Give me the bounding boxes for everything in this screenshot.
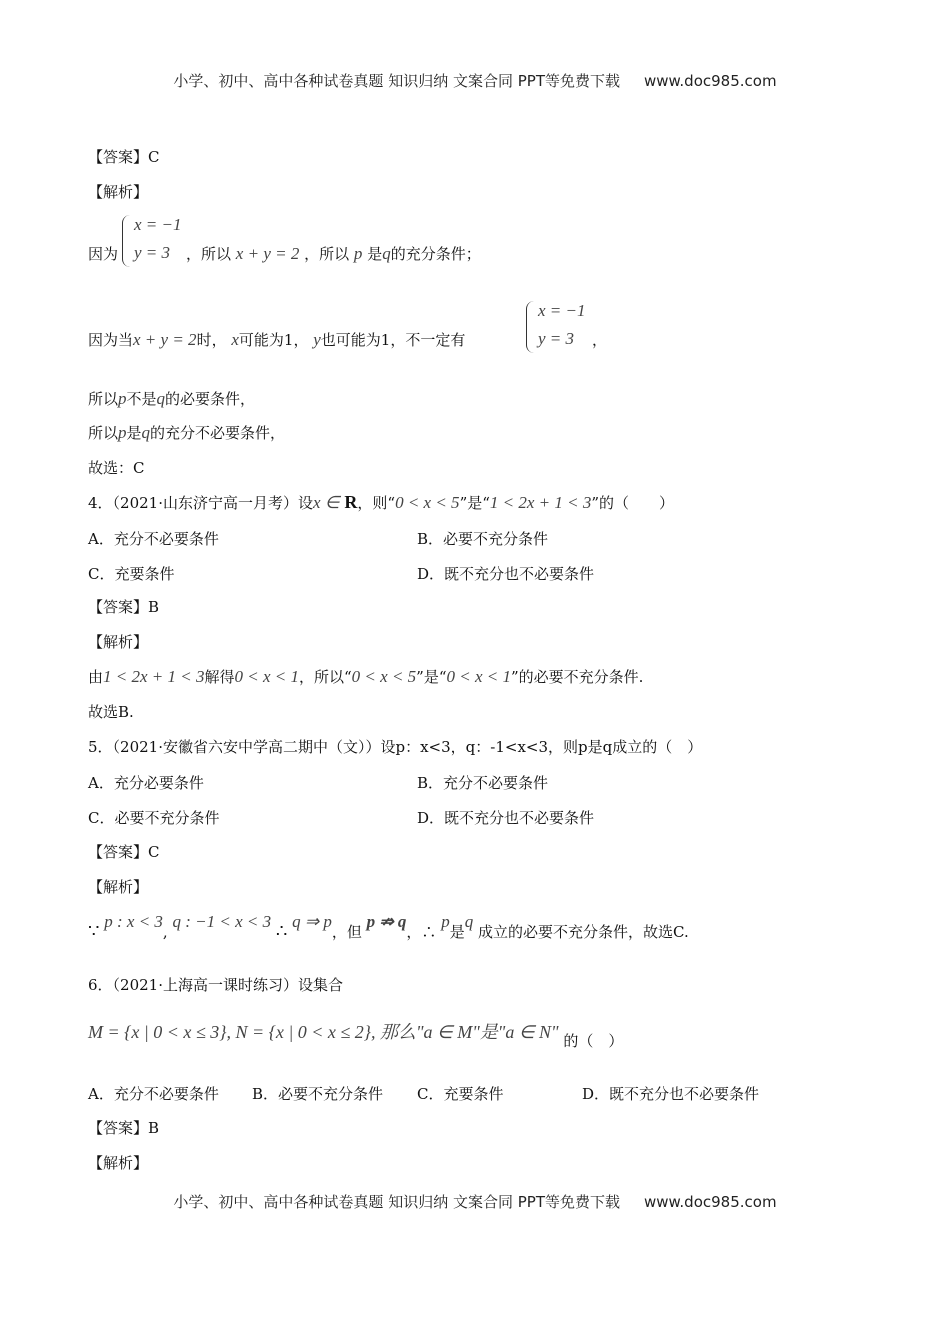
q5-sol-q2: q — [464, 912, 474, 931]
q6-sets-line — [88, 1022, 624, 1050]
q3-l2-pre: 因为当 — [88, 331, 134, 349]
q4-sol-c1: 0 < x < 5 — [351, 667, 417, 686]
q4-option-c: C．充要条件 — [88, 565, 175, 583]
therefore-icon: ∴ — [275, 921, 288, 942]
q3-l2-may1: 可能为1， — [238, 331, 309, 349]
q4-answer: 【答案】B — [88, 598, 160, 616]
q3-l3-pre: 所以 — [88, 390, 119, 408]
q4-solution — [88, 667, 643, 687]
q5-option-d: D．既不充分也不必要条件 — [417, 809, 595, 827]
q3-l2-may2: 也可能为1，不一定有 — [320, 331, 466, 349]
q4-sol-ineq: 1 < 2x + 1 < 3 — [103, 667, 205, 686]
q3-l2-eq: x + y = 2 — [133, 330, 197, 349]
q5-sol-p: p : x < 3 — [104, 912, 163, 931]
q4-option-d: D．既不充分也不必要条件 — [417, 565, 595, 583]
q3-l4-q: q — [141, 423, 151, 442]
q3-l3-q: q — [156, 389, 166, 408]
q5-sol-notimp: p ⇏ q — [366, 912, 407, 931]
q4-stem-pre: 4．（2021·山东济宁高一月考）设 — [88, 494, 313, 512]
q3-l1-eq: x + y = 2 — [235, 244, 300, 263]
q5-sol-p2: p — [441, 912, 450, 931]
page-footer — [0, 1191, 950, 1212]
q5-option-c: C．必要不充分条件 — [88, 809, 220, 827]
q4-sol-is: ”是“ — [416, 668, 447, 686]
q5-sol-is: 是 — [449, 923, 465, 941]
q5-solution: ∵ p : x < 3, q : −1 < x < 3 ∴ q ⇒ p，但 p ⇏ q，∴ p是q 成立的必要不充分条件，故选C. — [88, 912, 689, 942]
q3-l1-so2: ，所以 — [304, 245, 350, 263]
q4-sol-tail: ”的必要不充分条件. — [511, 668, 644, 686]
q3-l1-tail: 的充分条件； — [390, 245, 481, 263]
q3-l2-when: 时， — [196, 331, 227, 349]
q3-l1-q: q — [382, 244, 391, 263]
q4-stem-tail: ”的（ ） — [591, 494, 675, 512]
q4-stem-R: R — [344, 492, 358, 512]
q5-sol-therefore2: ，∴ — [406, 923, 437, 941]
brace-icon — [122, 215, 131, 267]
q6-analysis-label: 【解析】 — [88, 1154, 149, 1172]
q3-sys2-row1: x = −1 — [538, 301, 586, 320]
q4-sol-get: 解得 — [204, 668, 235, 686]
q3-solution-line2 — [88, 330, 465, 350]
q3-solution-line4 — [88, 423, 285, 443]
q3-choose: 故选：C — [88, 459, 145, 477]
q6-option-a: A．充分不必要条件 — [88, 1085, 219, 1103]
q6-sets-tail: 的（ ） — [563, 1032, 624, 1050]
q3-analysis-label: 【解析】 — [88, 183, 149, 201]
q4-sol-c2: 0 < x < 1 — [446, 667, 512, 686]
q4-stem-x: x ∈ — [313, 493, 340, 512]
brace-icon — [526, 301, 535, 353]
q4-choose: 故选B. — [88, 703, 134, 721]
q3-answer: 【答案】C — [88, 148, 160, 166]
q4-sol-res: 0 < x < 1 — [234, 667, 299, 686]
q3-l2-tail: ， — [592, 331, 608, 349]
q5-option-b: B．充分不必要条件 — [417, 774, 549, 792]
q3-sys1-row1: x = −1 — [134, 215, 182, 234]
q3-l1-so: ，所以 — [186, 245, 232, 263]
q3-sys2-row2: y = 3 — [538, 329, 575, 348]
q5-analysis-label: 【解析】 — [88, 878, 149, 896]
q4-sol-so: ，所以“ — [299, 668, 352, 686]
footer-site-link[interactable]: www.doc985.com — [643, 1193, 777, 1211]
q3-solution-line1 — [88, 244, 118, 264]
q6-option-d: D．既不充分也不必要条件 — [582, 1085, 760, 1103]
q3-l4-pre: 所以 — [88, 424, 119, 442]
q5-option-a: A．充分必要条件 — [88, 774, 204, 792]
q4-stem-mid2: ”是“ — [459, 494, 490, 512]
because-icon: ∵ — [88, 921, 100, 942]
q6-answer: 【答案】B — [88, 1119, 160, 1137]
q3-l1-p: p — [353, 244, 363, 263]
q3-l1-because: 因为 — [88, 245, 119, 263]
q4-option-b: B．必要不充分条件 — [417, 530, 549, 548]
q4-sol-pre: 由 — [88, 668, 104, 686]
q3-l4-p: p — [118, 423, 127, 442]
footer-text: 小学、初中、高中各种试卷真题 知识归纳 文案合同 PPT等免费下载 — [173, 1193, 620, 1211]
q3-l3-tail: 的必要条件， — [165, 390, 256, 408]
q6-option-b: B．必要不充分条件 — [252, 1085, 384, 1103]
q4-stem — [88, 492, 674, 513]
q3-l3-p: p — [118, 389, 127, 408]
q5-sol-imp: q ⇒ p — [292, 912, 332, 931]
q3-solution-line3 — [88, 389, 255, 409]
q6-stem: 6．（2021·上海高一课时练习）设集合 — [88, 976, 343, 994]
q4-analysis-label: 【解析】 — [88, 633, 149, 651]
q3-l2-x: x — [231, 330, 239, 349]
q3-l1-is: 是 — [367, 245, 383, 263]
q5-answer: 【答案】C — [88, 843, 160, 861]
q4-stem-c2: 1 < 2x + 1 < 3 — [489, 493, 592, 512]
q3-l3-mid: 不是 — [126, 390, 157, 408]
q3-l4-tail: 的充分不必要条件， — [150, 424, 286, 442]
q3-l2-y: y — [313, 330, 321, 349]
q6-sets: M = {x | 0 < x ≤ 3}, N = {x | 0 < x ≤ 2}, 那么"a ∈ M"是"a ∈ N" — [88, 1022, 559, 1042]
q3-sys1-row2: y = 3 — [134, 243, 171, 262]
header-site-link[interactable]: www.doc985.com — [643, 72, 777, 90]
page-header — [0, 70, 950, 91]
q4-stem-mid: ，则“ — [357, 494, 396, 512]
q3-solution-line1-rest — [186, 244, 481, 264]
q5-sol-tail: 成立的必要不充分条件，故选C. — [478, 923, 689, 941]
q5-sol-q: q : −1 < x < 3 — [172, 912, 272, 931]
header-text: 小学、初中、高中各种试卷真题 知识归纳 文案合同 PPT等免费下载 — [173, 72, 620, 90]
q5-sol-but: ，但 — [331, 923, 362, 941]
q4-stem-c1: 0 < x < 5 — [395, 493, 460, 512]
q6-option-c: C．充要条件 — [417, 1085, 504, 1103]
q3-l4-mid: 是 — [126, 424, 142, 442]
q5-stem: 5．（2021·安徽省六安中学高二期中（文））设p：x<3，q：-1<x<3，则p是q成立的（ ） — [88, 738, 703, 756]
q4-option-a: A．充分不必要条件 — [88, 530, 219, 548]
